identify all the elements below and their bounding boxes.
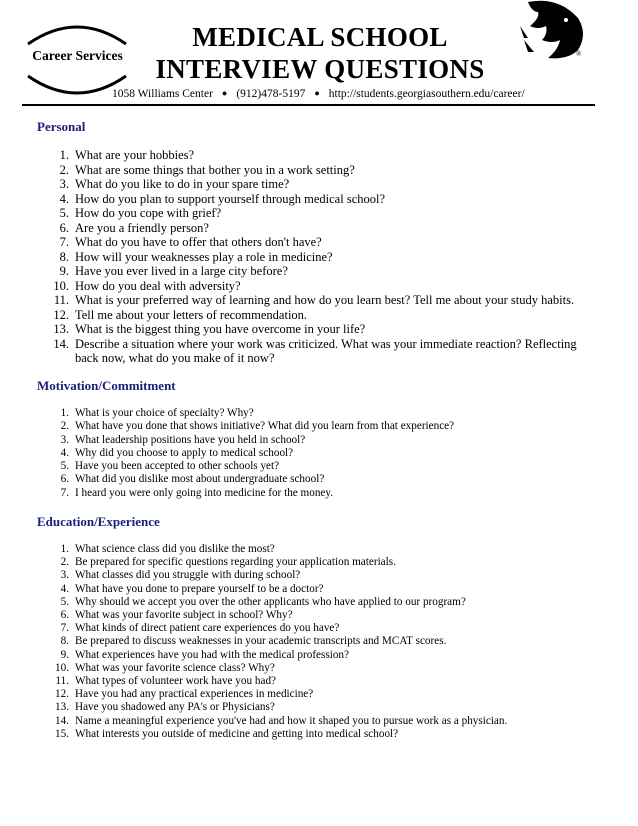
list-item: 4. What have you done to prepare yourself to be a doctor? (60, 582, 324, 595)
list-item: 3. What leadership positions have you held in school? (60, 433, 306, 446)
list-item: 14. Describe a situation where your work was criticized. What was your immediate reaction? Reflecting back now, what do you make of it now? (53, 336, 577, 365)
list-item: 6. Are you a friendly person? (59, 220, 209, 235)
list-item: 5. Have you been accepted to other schools yet? (60, 460, 280, 473)
list-item: 11. What types of volunteer work have you had? (55, 675, 276, 688)
phone: (912)478-5197 (236, 88, 306, 100)
list-item: 2. What are some things that bother you in a work setting? (59, 162, 355, 177)
list-item: 8. Be prepared to discuss weaknesses in your academic transcripts and MCAT scores. (60, 635, 447, 648)
list-item: 4. Why did you choose to apply to medical school? (60, 446, 294, 459)
list-item: 7. What do you have to offer that others don't have? (59, 235, 322, 249)
logo-text: Career Services (32, 48, 123, 63)
list-item: 12. Tell me about your letters of recommendation. (53, 307, 308, 322)
list-item: 5. Why should we accept you over the other applicants who have applied to our program? (60, 595, 466, 608)
list-item: 2. Be prepared for specific questions regarding your application materials. (60, 556, 396, 569)
list-item: 12. Have you had any practical experiences in medicine? (55, 688, 314, 701)
list-item: 9. What experiences have you had with the medical profession? (60, 648, 349, 661)
motivation-question-list (50, 407, 590, 500)
list-item: 8. How will your weaknesses play a role in medicine? (59, 249, 333, 264)
list-item: 4. How do you plan to support yourself through medical school? (59, 191, 386, 206)
section-title-motivation: Motivation/Commitment (37, 378, 176, 393)
header-divider (22, 104, 595, 106)
section-title-education: Education/Experience (37, 514, 160, 529)
list-item: 6. What was your favorite subject in school? Why? (60, 609, 293, 622)
list-item: 14. Name a meaningful experience you've had and how it shaped you to pursue work as a physician. (55, 714, 508, 727)
bullet-icon: ● (314, 88, 320, 98)
list-item: 13. What is the biggest thing you have overcome in your life? (53, 322, 366, 336)
list-item: 5. How do you cope with grief? (59, 206, 222, 220)
list-item: 11. What is your preferred way of learning and how do you learn best? Tell me about your study habits. (53, 293, 575, 307)
website-link[interactable]: http://students.georgiasouthern.edu/career/ (328, 88, 525, 100)
list-item: 7. What kinds of direct patient care experiences do you have? (60, 622, 340, 635)
contact-line (112, 88, 525, 100)
address: 1058 Williams Center (112, 88, 213, 100)
list-item: 13. Have you shadowed any PA's or Physicians? (55, 701, 275, 714)
list-item: 3. What do you like to do in your spare time? (59, 177, 290, 191)
personal-question-list (50, 148, 590, 366)
registered-mark: ® (576, 50, 582, 58)
list-item: 1. What is your choice of specialty? Why? (60, 407, 254, 419)
list-item: 10. What was your favorite science class? Why? (55, 661, 275, 674)
list-item: 9. Have you ever lived in a large city before? (59, 264, 288, 278)
list-item: 3. What classes did you struggle with during school? (60, 569, 301, 582)
page-title-line1: MEDICAL SCHOOL (192, 22, 448, 52)
bullet-icon: ● (221, 88, 228, 98)
page-title-line2: INTERVIEW QUESTIONS (155, 54, 485, 84)
list-item: 10. How do you deal with adversity? (53, 278, 241, 293)
list-item: 1. What are your hobbies? (59, 148, 195, 162)
education-question-list (50, 543, 590, 741)
list-item: 7. I heard you were only going into medicine for the money. (60, 486, 334, 499)
list-item: 15. What interests you outside of medicine and getting into medical school? (55, 727, 399, 740)
section-title-personal: Personal (37, 119, 86, 134)
list-item: 2. What have you done that shows initiative? What did you learn from that experience? (60, 420, 455, 433)
list-item: 6. What did you dislike most about undergraduate school? (60, 473, 325, 486)
list-item: 1. What science class did you dislike the most? (60, 543, 275, 555)
